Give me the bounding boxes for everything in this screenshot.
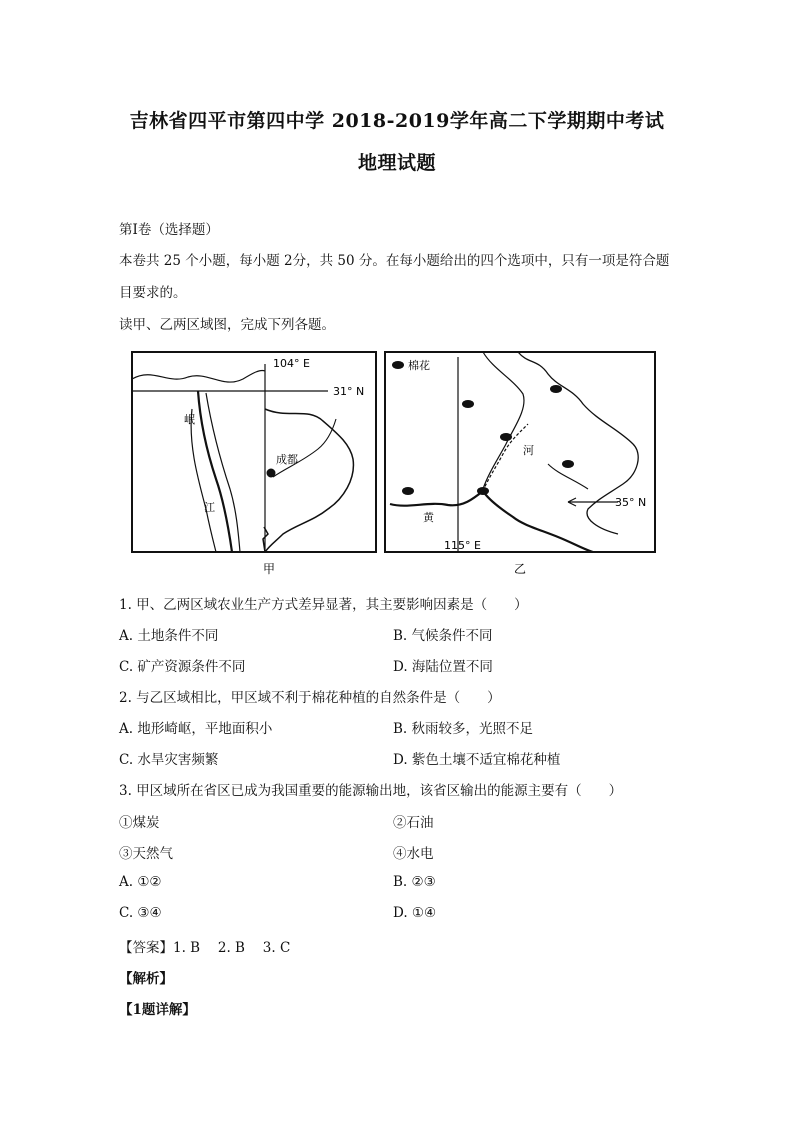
question-1-option-b: B. 气候条件不同 [393,628,493,644]
instruction-line-2: 目要求的。 [119,285,187,301]
map-prompt: 读甲、乙两区域图，完成下列各题。 [119,317,335,333]
basin-boundary [265,409,353,552]
boundary-line-1 [483,352,524,489]
question-2-option-d: D. 紫色土壤不适宜棉花种植 [393,752,561,768]
question-1-stem: 1. 甲、乙两区域农业生产方式差异显著，其主要影响因素是（ ） [119,597,528,613]
detail-heading: 【1题详解】 [119,1002,196,1018]
river-east [273,419,336,477]
question-1-option-d: D. 海陆位置不同 [393,659,493,675]
map-jia [132,352,376,552]
question-2-option-b: B. 秋雨较多，光照不足 [393,721,534,737]
question-3-option-b: B. ②③ [393,874,436,890]
region-maps-figure [128,349,658,579]
question-3-item-2: ②石油 [393,815,434,831]
map-jia-caption: 甲 [263,562,276,576]
analysis-heading: 【解析】 [119,971,173,987]
boundary-line [132,370,265,382]
map-yi-river-label-1: 河 [523,444,534,457]
question-2-stem: 2. 与乙区域相比，甲区域不利于棉花种植的自然条件是（ ） [119,690,501,706]
question-3-stem: 3. 甲区域所在省区已成为我国重要的能源输出地，该省区输出的能源主要有（ ） [119,783,623,799]
question-2-option-a: A. 地形崎岖，平地面积小 [119,721,273,737]
river-minjiang [198,391,232,552]
map-yi-lat-label: 35° N [615,496,647,509]
instruction-line-1: 本卷共 25 个小题，每小题 2分，共 50 分。在每小题给出的四个选项中，只有一项是符合题 [119,253,670,269]
question-2-option-c: C. 水旱灾害频繁 [119,752,219,768]
map-jia-frame [132,352,376,552]
question-3-option-d: D. ①④ [393,905,437,921]
yellow-river [390,491,593,552]
question-3-item-3: ③天然气 [119,846,173,862]
map-jia-lat-label: 31° N [333,385,365,398]
question-3-item-4: ④水电 [393,846,434,862]
map-jia-river-label-1: 岷 [184,413,195,426]
section-heading: 第Ⅰ卷（选择题） [119,222,219,238]
cotton-symbols [392,361,574,495]
question-3-item-1: ①煤炭 [119,815,160,831]
map-yi-caption: 乙 [514,562,527,576]
question-1-option-a: A. 土地条件不同 [119,628,219,644]
title-line-2: 地理试题 [357,152,436,174]
river-tributary [206,393,240,552]
answer-line: 【答案】1. B 2. B 3. C [119,940,291,956]
question-1-option-c: C. 矿产资源条件不同 [119,659,246,675]
chengdu-city-marker [267,469,275,477]
map-yi-legend-label: 棉花 [408,359,430,372]
map-jia-city-label: 成都 [276,453,298,466]
map-yi-lon-label: 115° E [444,539,481,552]
map-yi-river-label-2: 黄 [423,511,434,524]
question-3-option-c: C. ③④ [119,905,162,921]
map-jia-river-label-2: 江 [204,501,215,514]
question-3-option-a: A. ①② [119,874,162,890]
title-line-1: 吉林省四平市第四中学 2018-2019学年高二下学期期中考试 [129,110,665,132]
map-jia-lon-label: 104° E [273,357,310,370]
